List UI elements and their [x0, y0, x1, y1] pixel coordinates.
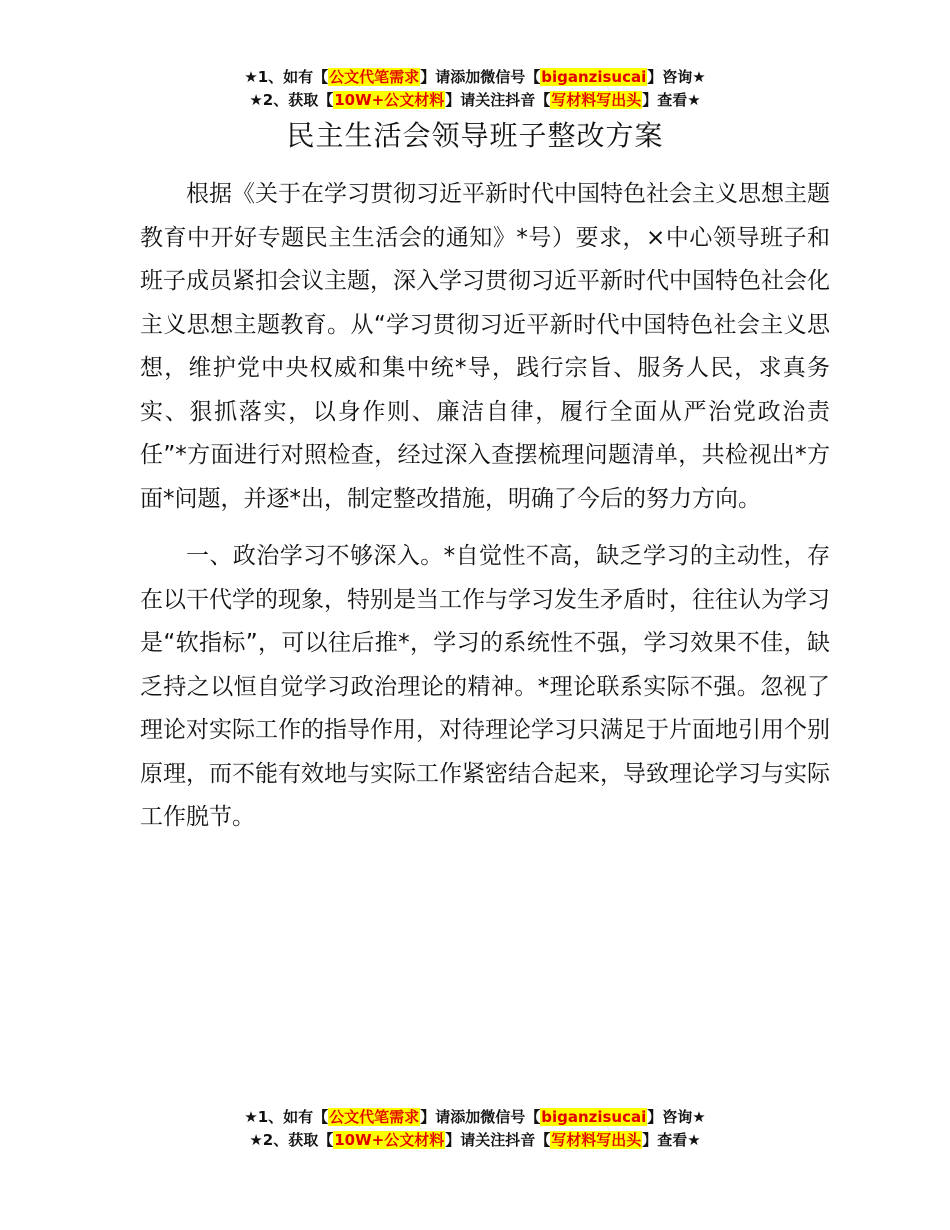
banner-text: 】请添加微信号【: [420, 68, 541, 86]
douyin-account-highlight: 写材料写出头: [551, 1131, 642, 1149]
banner-text: ★2、获取【: [249, 91, 334, 109]
banner-text: 】查看★: [642, 91, 701, 109]
document-title: 民主生活会领导班子整改方案: [286, 119, 664, 152]
footer-banner-line-2: [0, 1129, 950, 1152]
banner-text: 】咨询★: [647, 1108, 706, 1126]
header-banner: [0, 66, 950, 112]
materials-highlight: 10W+公文材料: [334, 91, 445, 109]
footer-banner-line-1: [0, 1106, 950, 1129]
banner-text: 】请关注抖音【: [445, 91, 551, 109]
wechat-id-highlight: biganzisucai: [541, 68, 647, 86]
materials-highlight: 10W+公文材料: [334, 1131, 445, 1149]
body-paragraph-2: 一、政治学习不够深入。*自觉性不高，缺乏学习的主动性，存在以干代学的现象，特别是当工作与学习发生矛盾时，往往认为学习是“软指标”，可以往后推*，学习的系统性不强，学习效果不佳，缺乏持之以恒自觉学习政治理论的精神。*理论联系实际不强。忽视了理论对实际工作的指导作用，对待理论学习只满足于片面地引用个别原理，而不能有效地与实际工作紧密结合起来，导致理论学习与实际工作脱节。: [140, 543, 830, 830]
banner-text: 】请添加微信号【: [420, 1108, 541, 1126]
banner-text: 】请关注抖音【: [445, 1131, 551, 1149]
douyin-account-highlight: 写材料写出头: [551, 91, 642, 109]
ghostwriting-highlight: 公文代笔需求: [329, 68, 420, 86]
banner-text: 】查看★: [642, 1131, 701, 1149]
ghostwriting-highlight: 公文代笔需求: [329, 1108, 420, 1126]
banner-line-1: [0, 66, 950, 89]
banner-text: ★1、如有【: [244, 68, 329, 86]
wechat-id-highlight: biganzisucai: [541, 1108, 647, 1126]
footer-banner: [0, 1106, 950, 1152]
document-body: [140, 173, 830, 840]
banner-text: ★1、如有【: [244, 1108, 329, 1126]
banner-text: 】咨询★: [647, 68, 706, 86]
banner-line-2: [0, 89, 950, 112]
banner-text: ★2、获取【: [249, 1131, 334, 1149]
body-paragraph-1: 根据《关于在学习贯彻习近平新时代中国特色社会主义思想主题教育中开好专题民主生活会的通知》*号）要求，×中心领导班子和班子成员紧扣会议主题，深入学习贯彻习近平新时代中国特色社会化主义思想主题教育。从“学习贯彻习近平新时代中国特色社会主义思想，维护党中央权威和集中统*导，践行宗旨、服务人民，求真务实、狠抓落实，以身作则、廉洁自律，履行全面从严治党政治责任”*方面进行对照检查，经过深入查摆梳理问题清单，共检视出*方面*问题，并逐*出，制定整改措施，明确了今后的努力方向。: [140, 181, 830, 512]
